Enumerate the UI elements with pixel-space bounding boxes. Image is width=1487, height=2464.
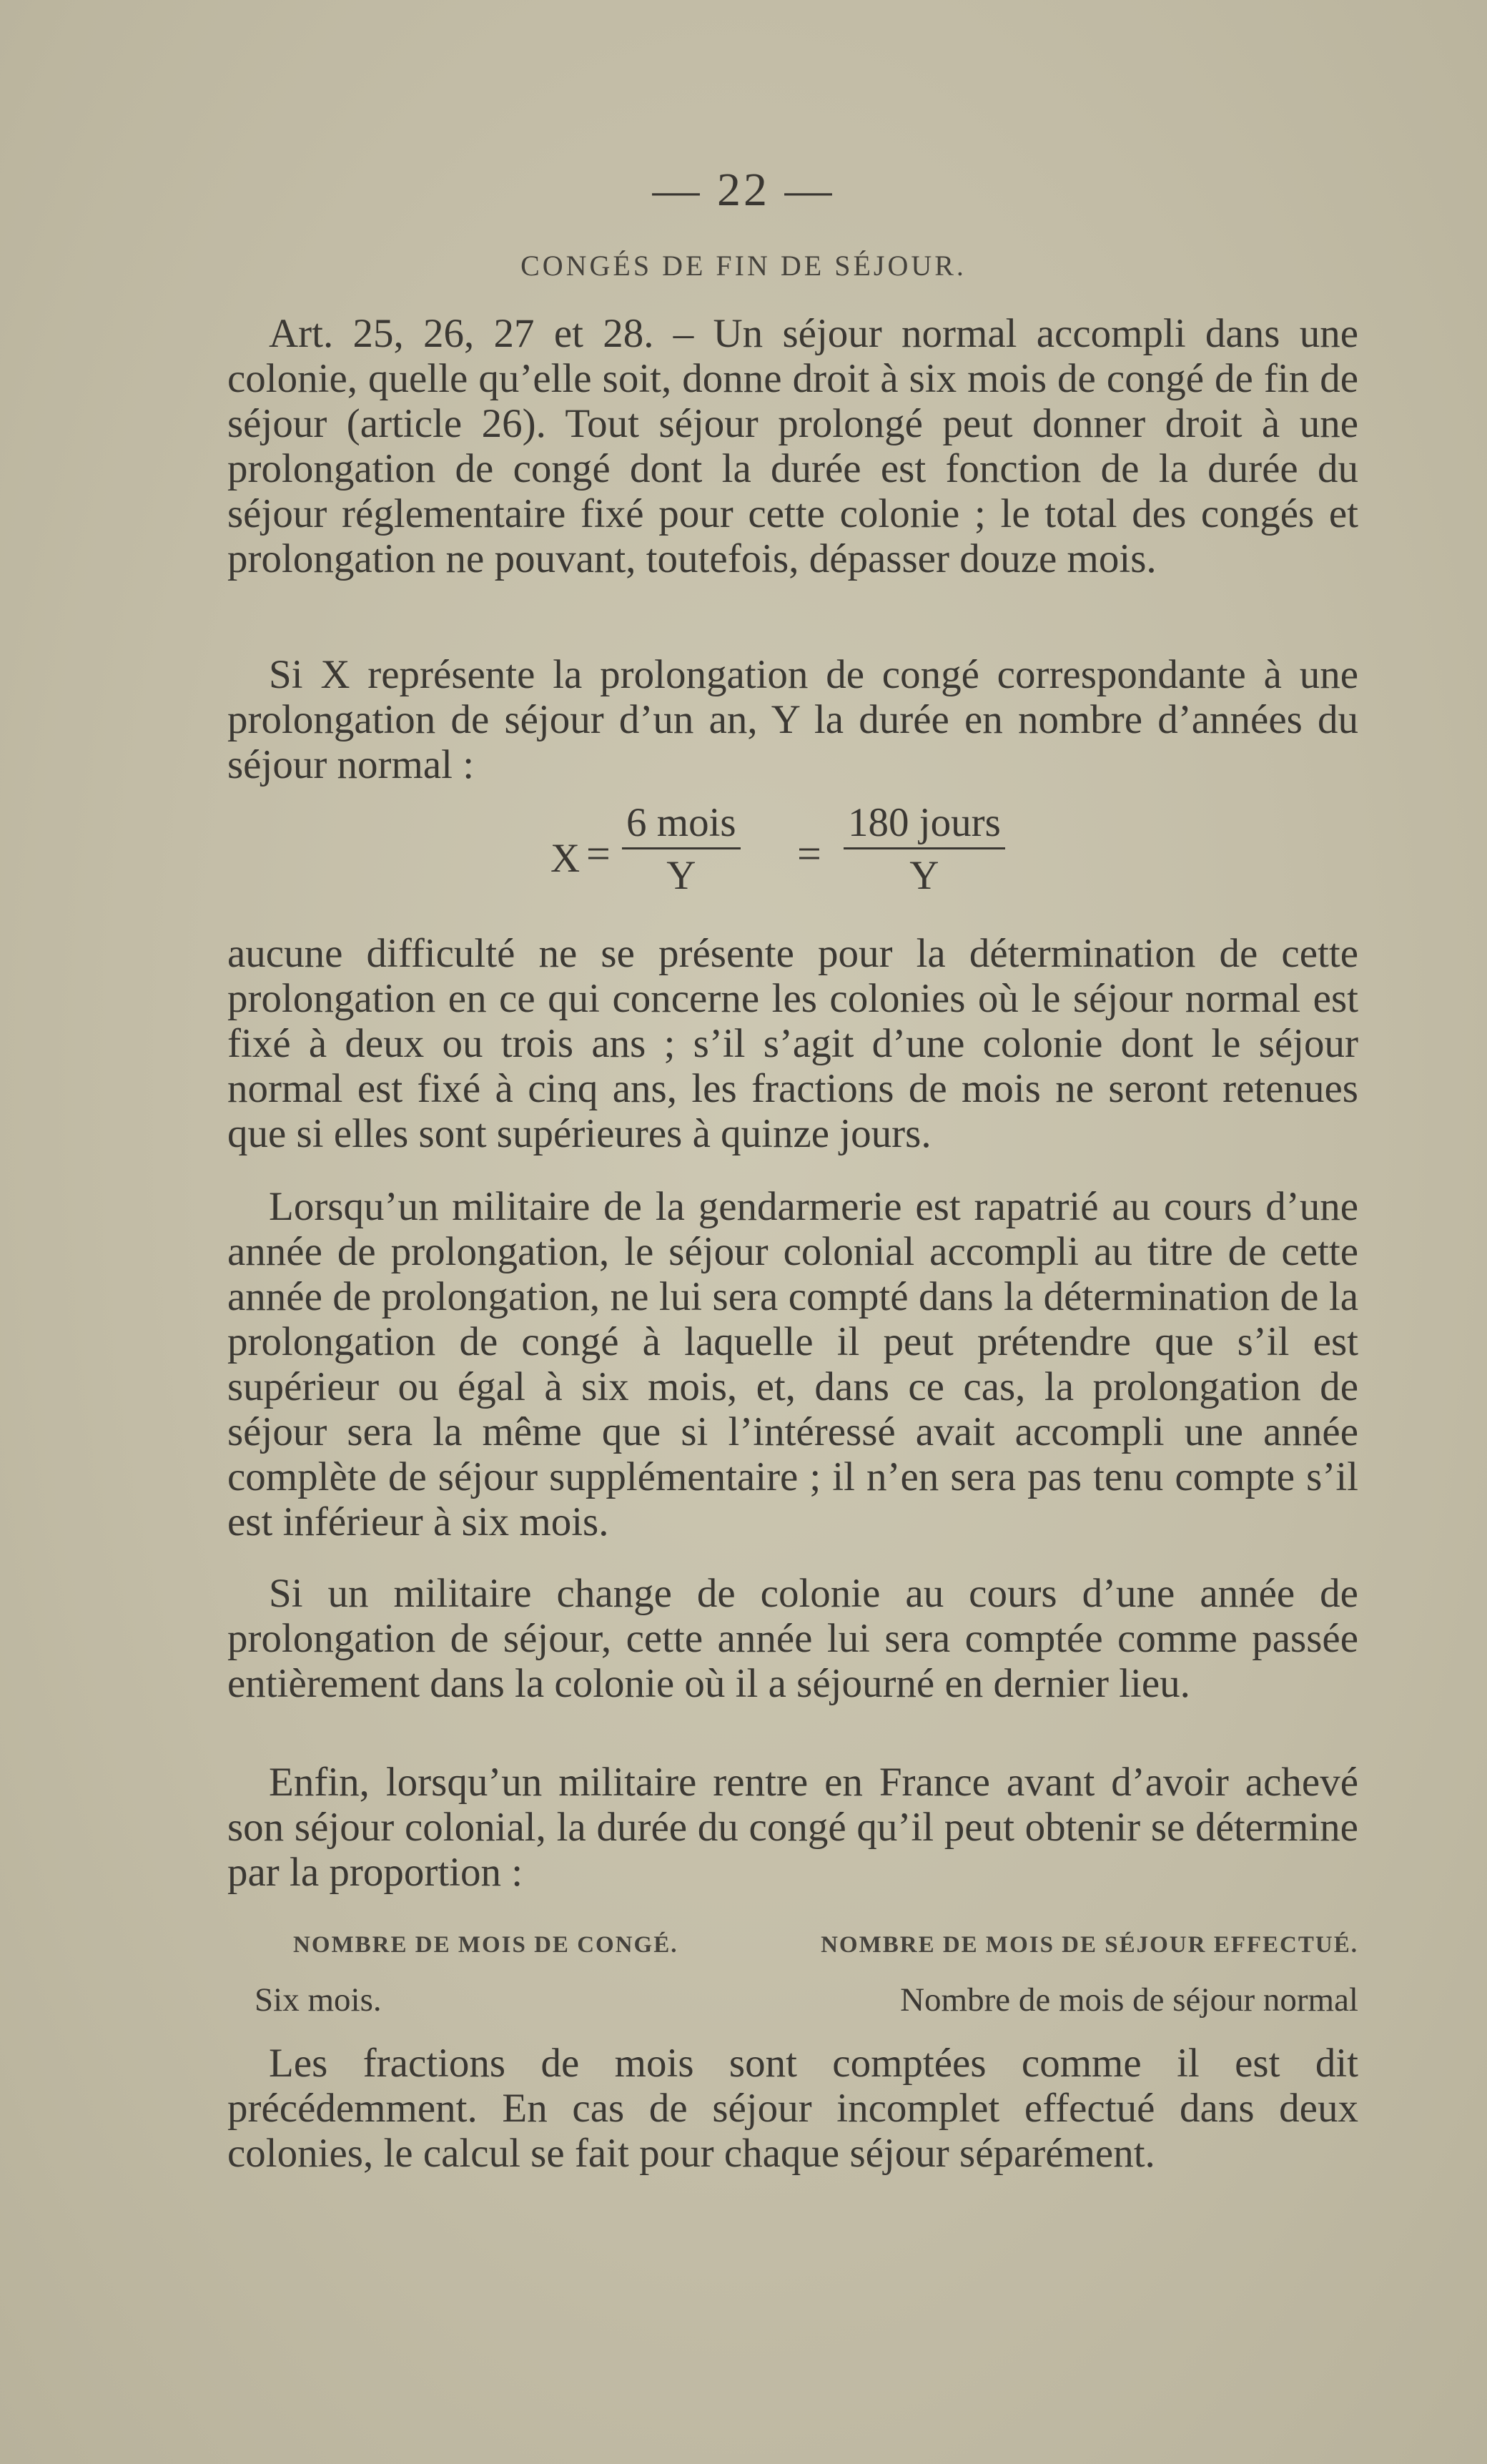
fraction-numerator: 6 mois	[626, 800, 736, 845]
proportion-header-right: NOMBRE DE MOIS DE SÉJOUR EFFECTUÉ.	[821, 1932, 1358, 1958]
paragraph-text: Si X représente la prolongation de congé correspondante à une prolongation de séjour d’un an, Y la durée en nombre d’années du séjour normal :	[227, 652, 1358, 787]
formula-equals-1: =	[586, 830, 611, 877]
proportion-row-right: Nombre de mois de séjour normal	[900, 1981, 1358, 2019]
fraction-numerator: 180 jours	[848, 800, 1001, 845]
fraction-denominator: Y	[666, 853, 696, 898]
paragraph-definition	[227, 652, 1358, 787]
paragraph-articles	[227, 311, 1358, 581]
proportion-header-left: NOMBRE DE MOIS DE CONGÉ.	[293, 1932, 678, 1958]
page-number: — 22 —	[652, 164, 835, 216]
paragraph-text: Lorsqu’un militaire de la gendarmerie est rapatrié au cours d’une année de prolongation, le séjour colonial accompli au titre de cette année de prolongation, ne lui sera compté dans la détermination de la prolongation de congé à laquelle il peut prétendre que s’il est supérieur ou égal à six mois, et, dans ce cas, la prolongation de séjour sera la même que si l’intéressé avait accompli une année complète de séjour supplémentaire ; il n’en sera pas tenu compte s’il est inférieur à six mois.	[227, 1184, 1358, 1544]
paragraph-text: aucune difficulté ne se présente pour la détermination de cette prolongation en ce qui concerne les colonies où le séjour normal est fixé à deux ou trois ans ; s’il s’agit d’une colonie dont le séjour normal est fixé à cinq ans, les fractions de mois ne seront retenues que si elles sont supérieures à quinze jours.	[227, 931, 1358, 1156]
paragraph-difficulty	[227, 931, 1358, 1156]
proportion-row-left: Six mois.	[255, 1981, 382, 2019]
paragraph-proportion-intro	[227, 1760, 1358, 1895]
formula	[543, 799, 1044, 928]
section-title: CONGÉS DE FIN DE SÉJOUR.	[520, 250, 967, 282]
paragraph-fractions	[227, 2041, 1358, 2176]
formula-fraction-months	[622, 799, 741, 899]
fraction-denominator: Y	[909, 853, 939, 898]
paragraph-text: Art. 25, 26, 27 et 28. – Un séjour normal accompli dans une colonie, quelle qu’elle soit, donne droit à six mois de congé de fin de séjour (article 26). Tout séjour prolongé peut donner droit à une prolongation de congé dont la durée est fonction de la durée du séjour réglementaire fixé pour cette colonie ; le total des congés et prolongation ne pouvant, toutefois, dépasser douze mois.	[227, 311, 1358, 581]
paragraph-text: Si un militaire change de colonie au cours d’une année de prolongation de séjour, cette année lui sera comptée comme passée entièrement dans la colonie où il a séjourné en dernier lieu.	[227, 1571, 1358, 1706]
formula-lhs: X	[550, 836, 581, 881]
paragraph-text: Les fractions de mois sont comptées comme il est dit précédemment. En cas de séjour incomplet effectué dans deux colonies, le calcul se fait pour chaque séjour séparément.	[227, 2041, 1358, 2176]
formula-equals-2: =	[797, 830, 821, 877]
formula-fraction-days	[844, 799, 1005, 899]
paragraph-colony-change	[227, 1571, 1358, 1706]
paragraph-text: Enfin, lorsqu’un militaire rentre en France avant d’avoir achevé son séjour colonial, la durée du congé qu’il peut obtenir se détermine par la proportion :	[227, 1760, 1358, 1895]
paragraph-repatriation	[227, 1184, 1358, 1544]
